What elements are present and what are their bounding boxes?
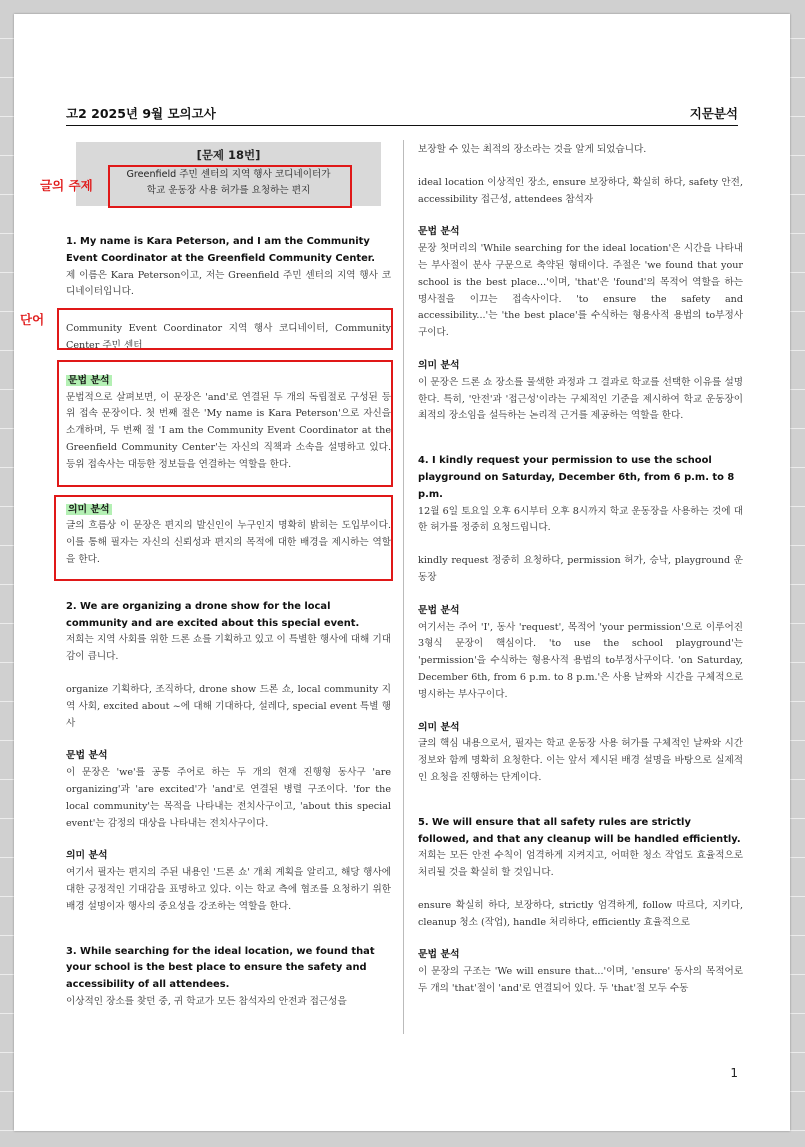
right-column: [418, 142, 743, 998]
sentence-4: 4. I kindly request your permission to use the school playground on Saturday, December 6th, from 6 p.m. to 8 p.m.: [418, 455, 735, 500]
meaning-3: 이 문장은 드론 쇼 장소를 물색한 과정과 그 결과로 학교를 선택한 이유를 설명한다. 특히, '안전'과 '접근성'이라는 구체적인 기준을 제시하여 학교 운동장이 최적의 장소임을 설득하는 논리적 근거를 제공하는 역할을 한다.: [418, 376, 743, 422]
topic-annotation: 글의 주제: [40, 178, 93, 193]
grammar-2: 이 문장은 'we'를 공통 주어로 하는 두 개의 현재 진행형 동사구 'are organizing'과 'are excited'가 'and'로 연결된 병렬 구조이다. 'for the local community'는 목적을 나타내는 전치사구이고, 'about this special event'는 감정의 대상을 나타내는 전치사구이다.: [66, 767, 391, 829]
meaning-highlight-box: [54, 495, 393, 581]
meaning-1: 글의 흐름상 이 문장은 편지의 발신인이 누구인지 명확히 밝히는 도입부이다. 이를 통해 필자는 자신의 신뢰성과 편지의 목적에 대한 배경을 제시하는 역할을 한다.: [66, 520, 391, 565]
meaning-2: 여기서 필자는 편지의 주된 내용인 '드론 쇼' 개최 계획을 알리고, 해당 행사에 대한 긍정적인 기대감을 표명하고 있다. 이는 학교 측에 협조를 요청하기 위한 배경 설명이자 행사의 중요성을 강조하는 역할을 한다.: [66, 867, 391, 912]
header-rule: [66, 125, 738, 126]
question-topic-line2: 학교 운동장 사용 허가를 요청하는 편지: [146, 185, 311, 196]
document-page: [14, 14, 790, 1131]
vocab-annotation: 단어: [20, 312, 45, 327]
topic-highlight-box: [108, 165, 352, 208]
translation-5: 저희는 모든 안전 수칙이 엄격하게 지켜지고, 어떠한 청소 작업도 효율적으로 처리될 것을 확실히 할 것입니다.: [418, 850, 743, 879]
sentence-1: 1. My name is Kara Peterson, and I am the Community Event Coordinator at the Greenfield Community Center.: [66, 236, 375, 264]
meaning-label-3: 의미 분석: [418, 359, 460, 371]
translation-3-start: 이상적인 장소를 찾던 중, 귀 학교가 모든 참석자의 안전과 접근성을: [66, 995, 347, 1007]
grammar-5: 이 문장의 구조는 'We will ensure that...'이며, 'ensure' 동사의 목적어로 두 개의 'that'절이 'and'로 연결되어 있다. 두 'that'절 모두 수동: [418, 966, 743, 995]
vocab-highlight-box: [57, 308, 393, 350]
exam-title: 고2 2025년 9월 모의고사: [66, 106, 216, 121]
translation-2: 저희는 지역 사회를 위한 드론 쇼를 기획하고 있고 이 특별한 행사에 대해 기대감이 큽니다.: [66, 634, 391, 663]
question-topic-line1: Greenfield 주민 센터의 지역 행사 코디네이터가: [126, 169, 331, 180]
grammar-label-3: 문법 분석: [418, 226, 460, 238]
translation-4: 12월 6일 토요일 오후 6시부터 오후 8시까지 학교 운동장을 사용하는 것에 대한 허가를 정중히 요청드립니다.: [418, 505, 743, 534]
grammar-3: 문장 첫머리의 'While searching for the ideal location'은 시간을 나타내는 부사절이 분사 구문으로 축약된 형태이다. 주절은 'we found that your school is the best place...'이며, 'that'은 'found'의 목적어 역할을 하는 명사절을 이끄는 접속사이다. 'to ensure the safety and accessibility...'는 'the best place'를 수식하는 형용사적 용법의 to부정사구이다.: [418, 243, 743, 339]
grammar-label-4: 문법 분석: [418, 604, 460, 616]
vocab-2: organize 기획하다, 조직하다, drone show 드론 쇼, local community 지역 사회, excited about ~에 대해 기대하다, 설레다, special event 특별 행사: [66, 683, 391, 729]
sentence-2: 2. We are organizing a drone show for the local community and are excited about this special event.: [66, 600, 360, 629]
meaning-label-1: 의미 분석: [68, 503, 110, 515]
sentence-5: 5. We will ensure that all safety rules are strictly followed, and that any cleanup will be handled efficiently.: [418, 816, 741, 845]
meaning-label-4: 의미 분석: [418, 721, 460, 733]
meaning-4: 글의 핵심 내용으로서, 필자는 학교 운동장 사용 허가를 구체적인 날짜와 시간 정보와 함께 명확히 요청한다. 이는 앞서 제시된 배경 설명을 바탕으로 실제적인 요청을 진행하는 단계이다.: [418, 738, 743, 783]
translation-3-end: 보장할 수 있는 최적의 장소라는 것을 알게 되었습니다.: [418, 144, 647, 155]
grammar-label-2: 문법 분석: [66, 750, 108, 762]
meaning-label-2: 의미 분석: [66, 850, 108, 862]
translation-1: 제 이름은 Kara Peterson이고, 저는 Greenfield 주민 센터의 지역 행사 코디네이터입니다.: [66, 269, 391, 298]
grammar-label-1: 문법 분석: [68, 374, 110, 386]
vocab-4: kindly request 정중히 요청하다, permission 허가, 승낙, playground 운동장: [418, 555, 743, 583]
grammar-1: 문법적으로 살펴보면, 이 문장은 'and'로 연결된 두 개의 독립절로 구성된 등위 접속 문장이다. 첫 번째 절은 'My name is Kara Peterson'으로 자신을 소개하며, 두 번째 절 'I am the Community Event Coordinator at the Greenfield Community Center'는 자신의 직책과 소속을 설명하고 있다. 등위 접속사는 대등한 정보들을 연결하는 역할을 한다.: [66, 391, 391, 470]
vocab-1: Community Event Coordinator 지역 행사 코디네이터, Community Center 주민 센터: [66, 323, 391, 351]
grammar-label-5: 문법 분석: [418, 949, 460, 961]
page-number: 1: [730, 1066, 738, 1080]
column-divider: [403, 140, 404, 1034]
vocab-3: ideal location 이상적인 장소, ensure 보장하다, 확실히 하다, safety 안전, accessibility 접근성, attendees 참석자: [418, 176, 743, 205]
vocab-5: ensure 확실히 하다, 보장하다, strictly 엄격하게, follow 따르다, 지키다, cleanup 청소 (작업), handle 처리하다, efficiently 효율적으로: [418, 899, 743, 928]
sentence-3: 3. While searching for the ideal location, we found that your school is the best place to ensure the safety and accessibility of all attendees.: [66, 945, 375, 991]
grammar-highlight-box: [57, 360, 393, 487]
section-title: 지문분석: [689, 106, 738, 121]
grammar-4: 여기서는 주어 'I', 동사 'request', 목적어 'your permission'으로 이루어진 3형식 문장이 핵심이다. 'to use the school playground'는 'permission'을 수식하는 형용사적 용법의 to부정사구이다. 'on Saturday, December 6th, from 6 p.m. to 8 p.m.'은 사용 날짜와 시간을 구체적으로 명시하는 부사구이다.: [418, 621, 743, 700]
question-title: [문제 18번]: [196, 148, 261, 162]
